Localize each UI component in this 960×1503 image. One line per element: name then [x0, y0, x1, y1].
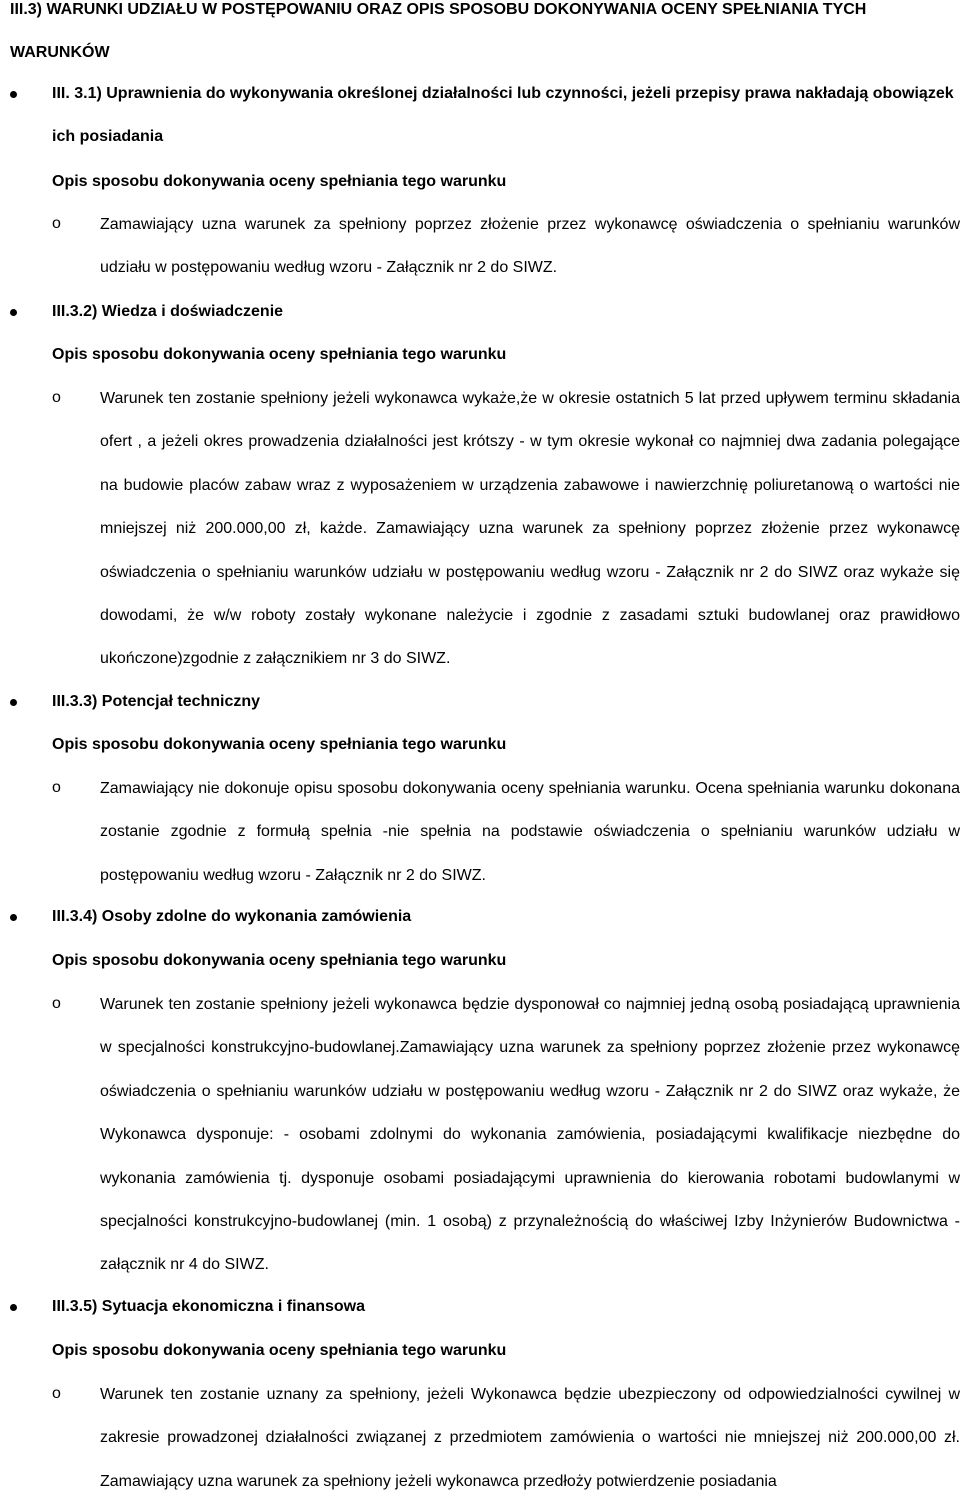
opis-label-3: Opis sposobu dokonywania oceny spełniania tego warunku — [52, 736, 507, 753]
section-text-4: Warunek ten zostanie spełniony jeżeli wykonawca będzie dysponował co najmniej jedną osobą posiadającą uprawnienia w specjalności konstrukcyjno-budowlanej.Zamawiający uzna warunek za spełniony poprzez złożenie przez wykonawcę oświadczenia o spełnianiu warunków udziału w postępowaniu według wzoru - Załącznik nr 2 do SIWZ oraz wykaże, że Wykonawca dysponuje: - osobami zdolnymi do wykonania zamówienia, posiadającymi kwalifikacje niezbędne do wykonania zamówienia tj. dysponuje osobami posiadającymi uprawnienia do kierowania robotami budowlanymi w specjalności konstrukcyjno-budowlanej (min. 1 osobą) z przynależnością do właściwej Izby Inżynierów Budownictwa - załącznik nr 4 do SIWZ. — [100, 996, 960, 1274]
section-heading-2: III.3.2) Wiedza i doświadczenie — [52, 303, 284, 320]
section-text-1: Zamawiający uzna warunek za spełniony poprzez złożenie przez wykonawcę oświadczenia o spełnianiu warunków udziału w postępowaniu według wzoru - Załącznik nr 2 do SIWZ. — [100, 216, 960, 277]
opis-label-5: Opis sposobu dokonywania oceny spełniania tego warunku — [52, 1342, 507, 1359]
section-heading-1: III. 3.1) Uprawnienia do wykonywania określonej działalności lub czynności, jeżeli przepisy prawa nakładają obowiązek ich posiadania — [52, 85, 954, 145]
bullet-icon — [10, 1304, 17, 1311]
section-heading-3: III.3.3) Potencjał techniczny — [52, 693, 261, 710]
opis-label-2: Opis sposobu dokonywania oceny spełniania tego warunku — [52, 346, 507, 363]
bullet-icon — [10, 91, 17, 98]
o-marker-1: o — [52, 215, 61, 232]
opis-label-1: Opis sposobu dokonywania oceny spełniania tego warunku — [52, 173, 507, 190]
document-title: III.3) WARUNKI UDZIAŁU W POSTĘPOWANIU ORAZ OPIS SPOSOBU DOKONYWANIA OCENY SPEŁNIANIA TYCH WARUNKÓW — [10, 1, 867, 61]
section-text-5: Warunek ten zostanie uznany za spełniony, jeżeli Wykonawca będzie ubezpieczony od odpowiedzialności cywilnej w zakresie prowadzonej działalności związanej z przedmiotem zamówienia o wartości nie mniejszej niż 200.000,00 zł. Zamawiający uzna warunek za spełniony jeżeli wykonawca przedłoży potwierdzenie posiadania — [100, 1386, 960, 1490]
o-marker-2: o — [52, 389, 61, 406]
opis-label-4: Opis sposobu dokonywania oceny spełniania tego warunku — [52, 952, 507, 969]
section-heading-4: III.3.4) Osoby zdolne do wykonania zamówienia — [52, 908, 412, 925]
o-marker-5: o — [52, 1385, 61, 1402]
section-text-3: Zamawiający nie dokonuje opisu sposobu dokonywania oceny spełniania warunku. Ocena spełniania warunku dokonana zostanie zgodnie z formułą spełnia -nie spełnia na podstawie oświadczenia o spełnianiu warunków udziału w postępowaniu według wzoru - Załącznik nr 2 do SIWZ. — [100, 780, 960, 884]
o-marker-3: o — [52, 779, 61, 796]
o-marker-4: o — [52, 995, 61, 1012]
section-text-2: Warunek ten zostanie spełniony jeżeli wykonawca wykaże,że w okresie ostatnich 5 lat przed upływem terminu składania ofert , a jeżeli okres prowadzenia działalności jest krótszy - w tym okresie wykonał co najmniej dwa zadania polegające na budowie placów zabaw wraz z wyposażeniem w urządzenia zabawowe i nawierzchnię poliuretanową o wartości nie mniejszej niż 200.000,00 zł, każde. Zamawiający uzna warunek za spełniony poprzez złożenie przez wykonawcę oświadczenia o spełnianiu warunków udziału w postępowaniu według wzoru - Załącznik nr 2 do SIWZ oraz wykaże się dowodami, że w/w roboty zostały wykonane należycie i zgodnie z zasadami sztuki budowlanej oraz prawidłowo ukończone)zgodnie z załącznikiem nr 3 do SIWZ. — [100, 390, 960, 668]
bullet-icon — [10, 699, 17, 706]
section-heading-5: III.3.5) Sytuacja ekonomiczna i finansowa — [52, 1298, 365, 1315]
bullet-icon — [10, 309, 17, 316]
bullet-icon — [10, 914, 17, 921]
